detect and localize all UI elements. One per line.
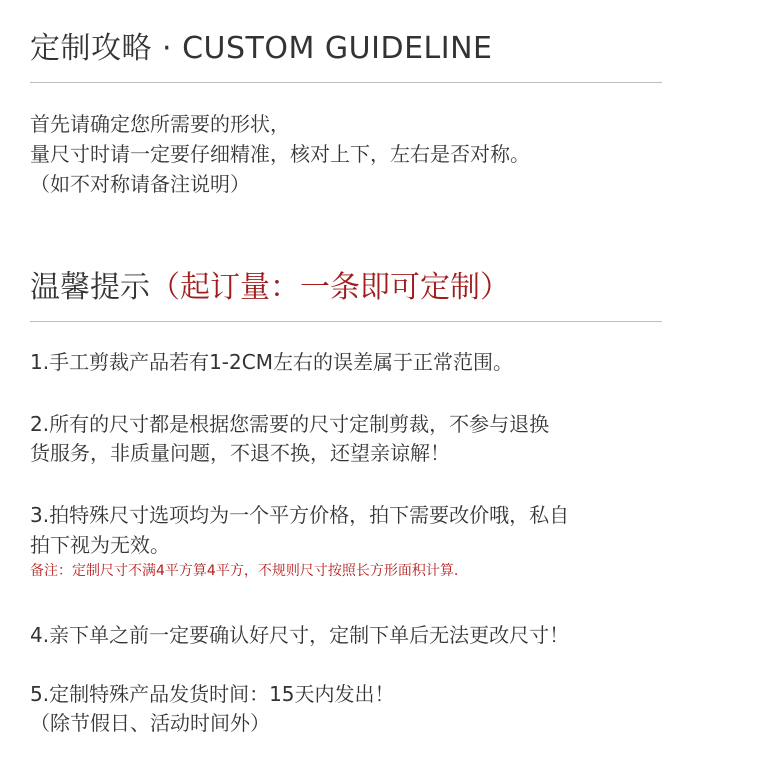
intro-line-1: 首先请确定您所需要的形状，: [30, 112, 290, 136]
tip-item-4: 4.亲下单之前一定要确认好尺寸，定制下单后无法更改尺寸！: [30, 623, 570, 647]
tip-note: 备注：定制尺寸不满4平方算4平方，不规则尺寸按照长方形面积计算.: [30, 563, 459, 579]
guideline-title: 定制攻略 · CUSTOM GUIDELINE: [30, 31, 493, 66]
tip-item-1: 1.手工剪裁产品若有1-2CM左右的误差属于正常范围。: [30, 350, 513, 374]
tip-item-5-line-2: （除节假日、活动时间外）: [30, 711, 270, 735]
intro-line-3: （如不对称请备注说明）: [30, 172, 250, 196]
tips-title-highlight: （起订量：一条即可定制）: [150, 270, 510, 305]
tip-item-5-line-1: 5.定制特殊产品发货时间：15天内发出！: [30, 682, 395, 706]
tip-item-2-line-2: 货服务，非质量问题，不退不换，还望亲谅解！: [30, 441, 450, 465]
title-divider: [30, 82, 662, 83]
tips-divider: [30, 321, 662, 322]
tip-item-3-line-1: 3.拍特殊尺寸选项均为一个平方价格，拍下需要改价哦，私自: [30, 503, 570, 527]
tips-title: [30, 268, 510, 308]
tip-item-2-line-1: 2.所有的尺寸都是根据您需要的尺寸定制剪裁，不参与退换: [30, 412, 550, 436]
intro-line-2: 量尺寸时请一定要仔细精准，核对上下，左右是否对称。: [30, 142, 530, 166]
tips-title-text: 温馨提示: [30, 270, 150, 305]
tip-item-3-line-2: 拍下视为无效。: [30, 533, 170, 557]
